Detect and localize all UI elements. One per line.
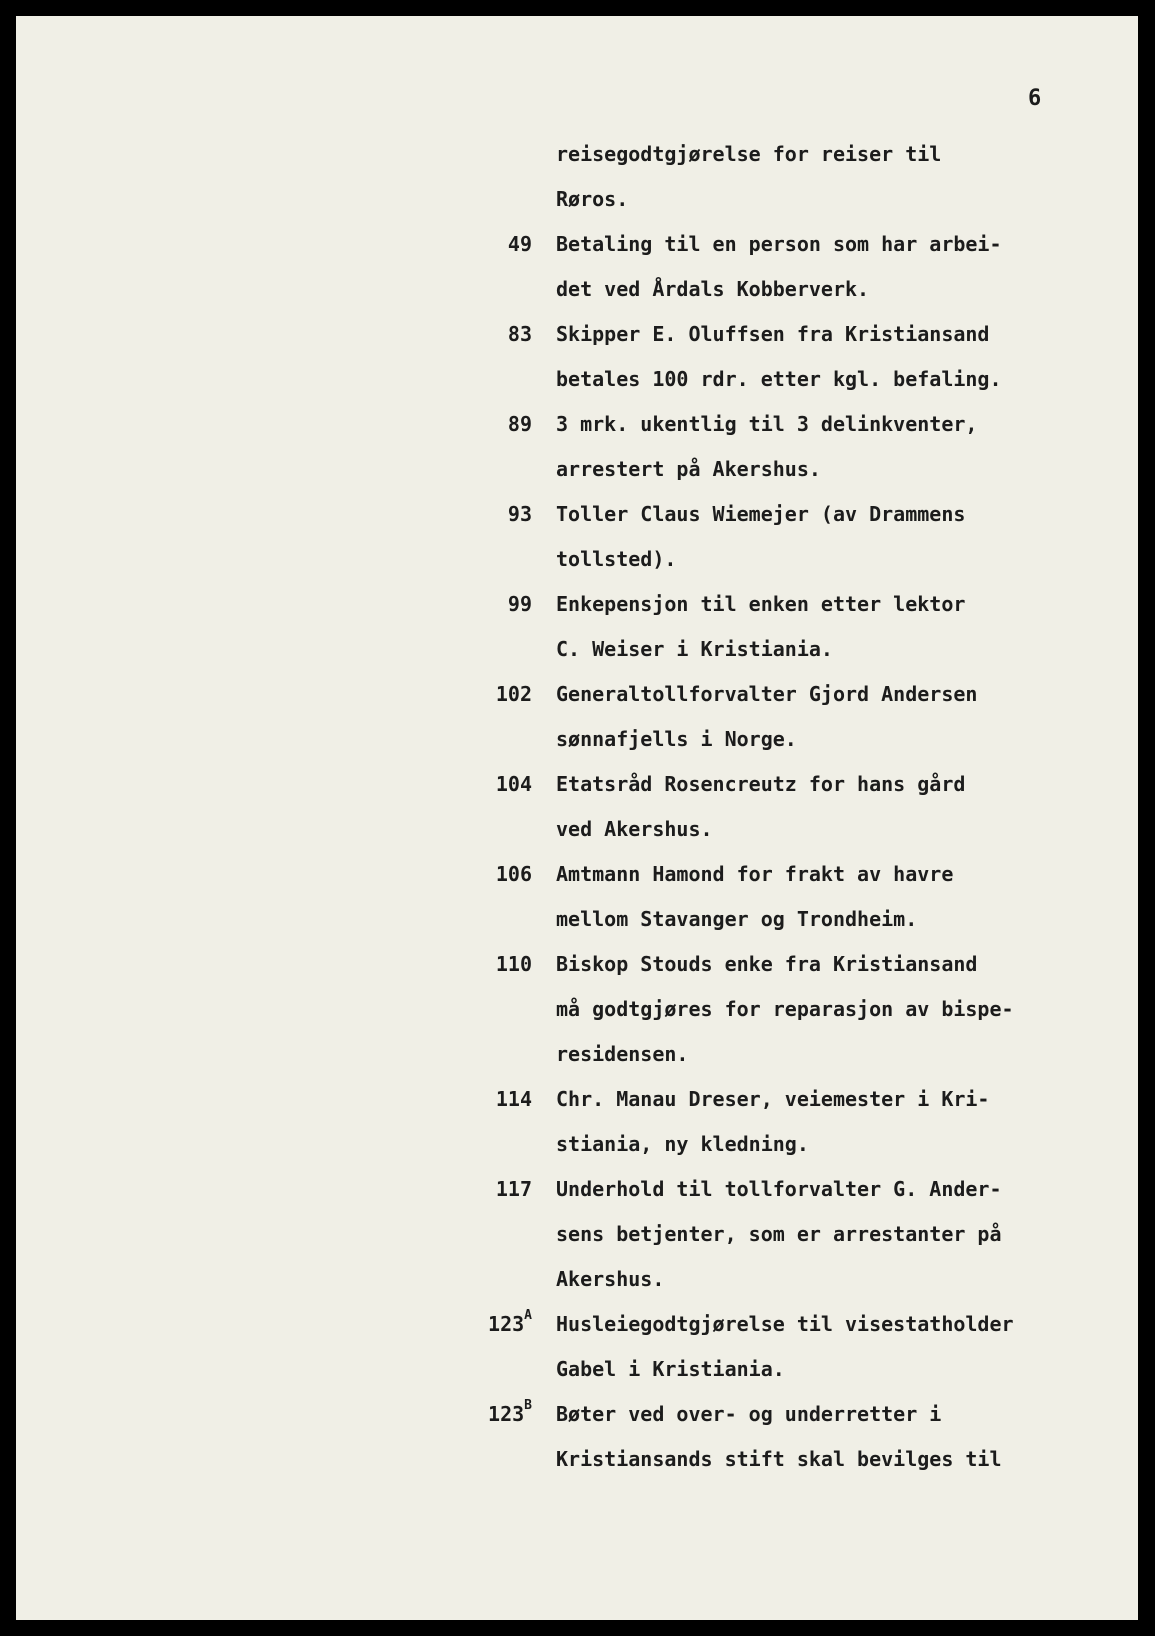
list-item <box>16 1166 1138 1301</box>
document-page <box>16 16 1138 1620</box>
entry-number-text: 110 <box>495 952 532 976</box>
entry-text <box>556 311 1076 401</box>
list-item <box>16 851 1138 941</box>
entry-number-text: 123 <box>488 1402 525 1426</box>
list-item <box>16 761 1138 851</box>
entry-line: Bøter ved over- og underretter i <box>556 1402 942 1426</box>
entry-number-text: 104 <box>495 772 532 796</box>
entry-number <box>16 1391 556 1437</box>
entry-number <box>16 221 556 267</box>
entry-text <box>556 581 1076 671</box>
entry-line: Etatsråd Rosencreutz for hans gård <box>556 772 966 796</box>
entry-line: tollsted). <box>556 547 677 571</box>
entry-text <box>556 1076 1076 1166</box>
list-item <box>16 131 1138 221</box>
entry-text <box>556 1301 1076 1391</box>
list-item <box>16 671 1138 761</box>
list-item <box>16 941 1138 1076</box>
entry-number-text: 106 <box>495 862 532 886</box>
list-item <box>16 1301 1138 1391</box>
entry-line: Kristiansands stift skal bevilges til <box>556 1447 1002 1471</box>
entry-text <box>556 221 1076 311</box>
entry-line: mellom Stavanger og Trondheim. <box>556 907 918 931</box>
entry-number <box>16 311 556 357</box>
entry-line: residensen. <box>556 1042 689 1066</box>
entry-line: Akershus. <box>556 1267 665 1291</box>
entry-number <box>16 491 556 537</box>
entry-line: ved Akershus. <box>556 817 713 841</box>
list-item <box>16 311 1138 401</box>
entry-line: stiania, ny kledning. <box>556 1132 809 1156</box>
entry-line: Skipper E. Oluffsen fra Kristiansand <box>556 322 990 346</box>
entry-number-text: 123 <box>488 1312 525 1336</box>
entry-line: Amtmann Hamond for frakt av havre <box>556 862 954 886</box>
entry-line: Enkepensjon til enken etter lektor <box>556 592 966 616</box>
entry-number <box>16 1166 556 1212</box>
list-item <box>16 491 1138 581</box>
entry-number <box>16 401 556 447</box>
entry-line: 3 mrk. ukentlig til 3 delinkventer, <box>556 412 978 436</box>
entry-number-text: 89 <box>507 412 532 436</box>
entry-line: Husleiegodtgjørelse til visestatholder <box>556 1312 1014 1336</box>
entry-line: Chr. Manau Dreser, veiemester i Kri- <box>556 1087 990 1111</box>
entry-line: Biskop Stouds enke fra Kristiansand <box>556 952 978 976</box>
entry-number <box>16 1076 556 1122</box>
entry-text <box>556 761 1076 851</box>
entry-line: betales 100 rdr. etter kgl. befaling. <box>556 367 1002 391</box>
entry-number <box>16 581 556 627</box>
entry-number-text: 99 <box>507 592 532 616</box>
entry-number-superscript: B <box>524 1398 532 1413</box>
entry-line: må godtgjøres for reparasjon av bispe- <box>556 997 1014 1021</box>
entry-line: Generaltollforvalter Gjord Andersen <box>556 682 978 706</box>
list-item <box>16 1076 1138 1166</box>
entry-text <box>556 131 1076 221</box>
entry-line: Betaling til en person som har arbei- <box>556 232 1002 256</box>
list-item <box>16 401 1138 491</box>
entry-number <box>16 761 556 807</box>
entry-line: Røros. <box>556 187 629 211</box>
entry-number <box>16 851 556 897</box>
entry-line: sens betjenter, som er arrestanter på <box>556 1222 1002 1246</box>
entry-text <box>556 671 1076 761</box>
entry-number <box>16 671 556 717</box>
entry-line: det ved Årdals Kobberverk. <box>556 277 870 301</box>
entry-number-text: 114 <box>495 1087 532 1111</box>
entry-number-text: 117 <box>495 1177 532 1201</box>
entry-text <box>556 491 1076 581</box>
entry-text <box>556 941 1076 1076</box>
entry-line: reisegodtgjørelse for reiser til <box>556 142 942 166</box>
entry-number-text: 102 <box>495 682 532 706</box>
entry-text <box>556 851 1076 941</box>
entry-text <box>556 401 1076 491</box>
entry-number <box>16 941 556 987</box>
entry-line: Underhold til tollforvalter G. Ander- <box>556 1177 1002 1201</box>
entry-line: Toller Claus Wiemejer (av Drammens <box>556 502 966 526</box>
entry-number-text: 83 <box>507 322 532 346</box>
list-item <box>16 1391 1138 1481</box>
entry-line: arrestert på Akershus. <box>556 457 821 481</box>
entry-line: Gabel i Kristiania. <box>556 1357 785 1381</box>
entry-list <box>16 131 1138 1481</box>
entry-line: sønnafjells i Norge. <box>556 727 797 751</box>
entry-number <box>16 1301 556 1347</box>
list-item <box>16 221 1138 311</box>
entry-number-text: 49 <box>507 232 532 256</box>
list-item <box>16 581 1138 671</box>
entry-number-superscript: A <box>524 1308 532 1323</box>
entry-line: C. Weiser i Kristiania. <box>556 637 833 661</box>
entry-text <box>556 1391 1076 1481</box>
page-number: 6 <box>1028 86 1042 111</box>
entry-number-text: 93 <box>507 502 532 526</box>
entry-text <box>556 1166 1076 1301</box>
